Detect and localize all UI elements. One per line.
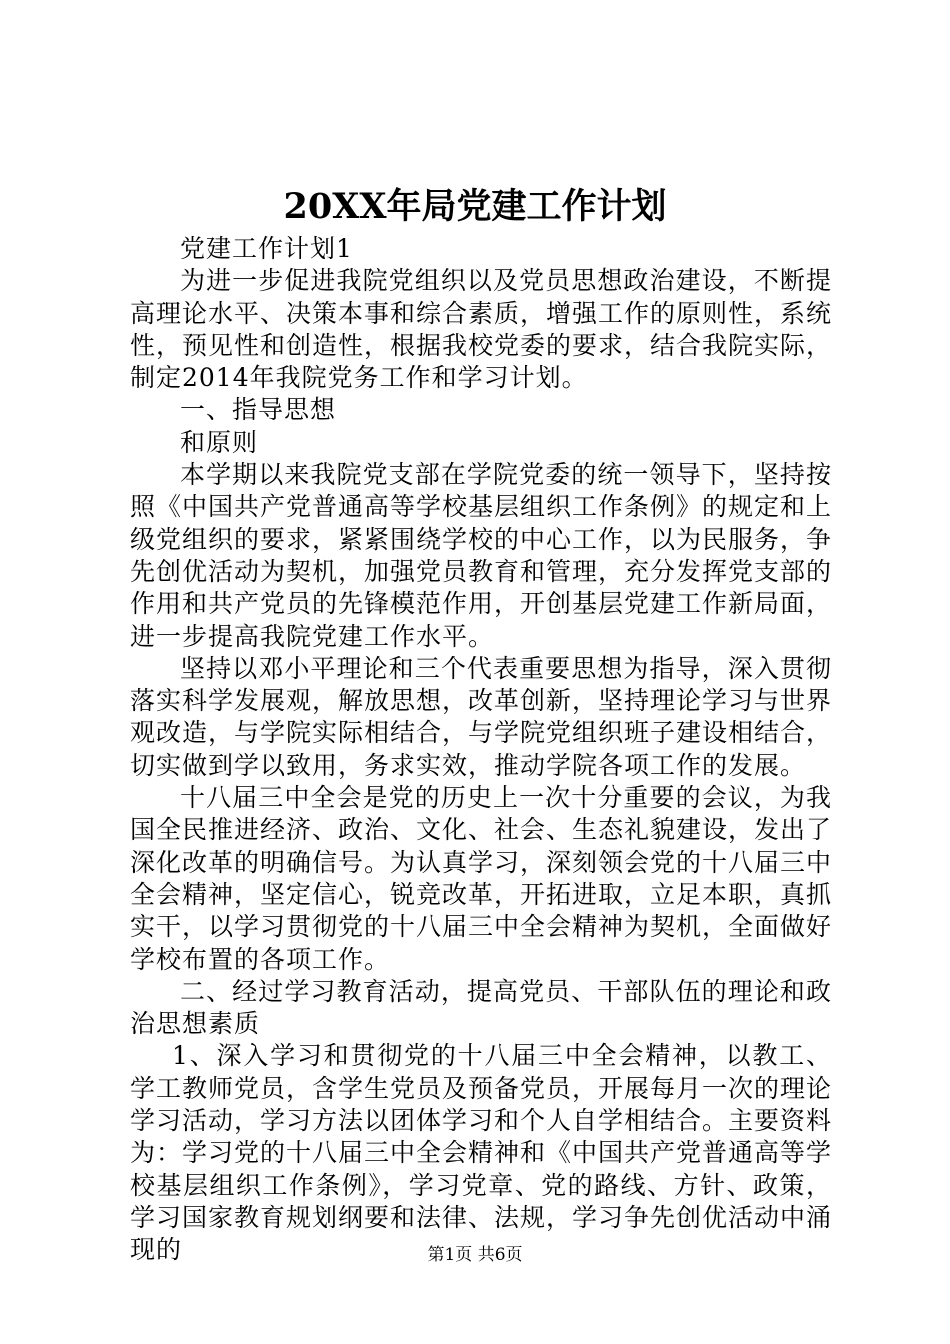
document-title: 20XX年局党建工作计划 [283, 186, 667, 227]
section-heading-plan-1: 党建工作计划1 [180, 234, 353, 263]
page-number-footer: 第1页 共6页 [427, 1245, 523, 1265]
paragraph-theory-guidance: 坚持以邓小平理论和三个代表重要思想为指导，深入贯彻落实科学发展观，解放思想，改革创新，坚持理论学习与世界观改造，与学院实际相结合，与学院党组织班子建设相结合，切实做到学以致用，务求实效，推动学院各项工作的发展。 [130, 653, 833, 780]
paragraph-semester: 本学期以来我院党支部在学院党委的统一领导下，坚持按照《中国共产党普通高等学校基层组织工作条例》的规定和上级党组织的要求，紧紧围绕学校的中心工作，以为民服务，争先创优活动为契机，加强党员教育和管理，充分发挥党支部的作用和共产党员的先锋模范作用，开创基层党建工作新局面，进一步提高我院党建工作水平。 [130, 460, 833, 651]
paragraph-third-plenum: 十八届三中全会是党的历史上一次十分重要的会议，为我国全民推进经济、政治、文化、社会、生态礼貌建设，发出了深化改革的明确信号。为认真学习，深刻领会党的十八届三中全会精神，坚定信心，锐竞改革，开拓进取，立足本职，真抓实干，以学习贯彻党的十八届三中全会精神为契机，全面做好学校布置的各项工作。 [130, 783, 833, 974]
section-heading-study-education: 二、经过学习教育活动，提高党员、干部队伍的理论和政治思想素质 [130, 976, 832, 1039]
section-heading-guiding-thought: 一、指导思想 [180, 395, 337, 425]
section-heading-principles: 和原则 [180, 427, 259, 457]
paragraph-item-1: 1、深入学习和贯彻党的十八届三中全会精神，以教工、学工教师党员，含学生党员及预备党员，开展每月一次的理论学习活动，学习方法以团体学习和个人自学相结合。主要资料为：学习党的十八届三中全会精神和《中国共产党普通高等学校基层组织工作条例》，学习党章、党的路线、方针、政策，学习国家教育规划纲要和法律、法规，学习争先创优活动中涌现的 [130, 1041, 833, 1265]
paragraph-intro: 为进一步促进我院党组织以及党员思想政治建设，不断提高理论水平、决策本事和综合素质，增强工作的原则性，系统性，预见性和创造性，根据我校党委的要求，结合我院实际，制定2014年我院党务工作和学习计划。 [130, 266, 833, 393]
document-body [130, 233, 832, 1267]
